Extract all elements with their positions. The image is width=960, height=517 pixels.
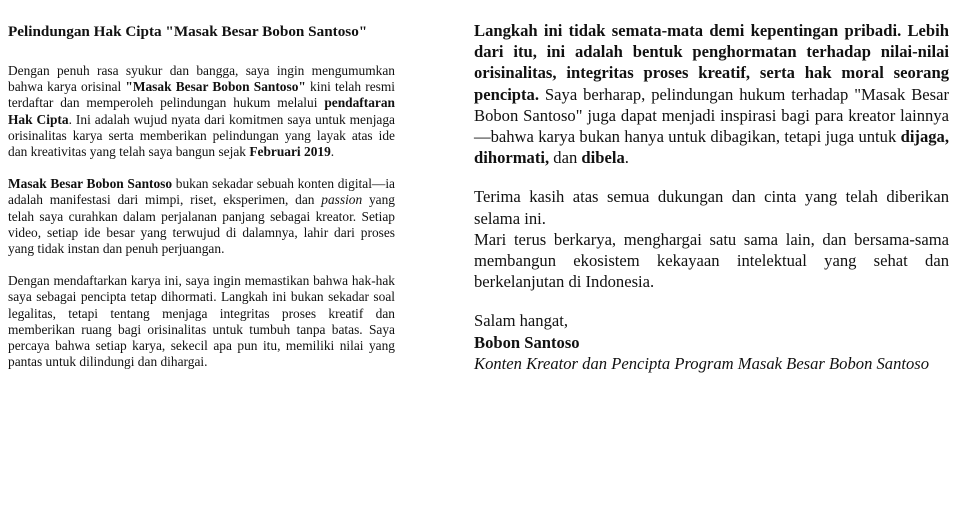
paragraph-invitation: Mari terus berkarya, menghargai satu sama lain, dan bersama-sama membangun ekosistem kekayaan intelektual yang sehat dan berkelanjutan di Indonesia. [474, 229, 949, 292]
paragraph-announcement [8, 63, 395, 160]
bold-program-name: Masak Besar Bobon Santoso [8, 176, 173, 192]
text: bukan sekadar sebuah konten digital—ia adalah manifestasi dari mimpi, riset, eksperimen, dan [8, 176, 395, 208]
right-column [474, 20, 949, 374]
bold-program-name: "Masak Besar Bobon Santoso" [125, 79, 306, 95]
document-title: Pelindungan Hak Cipta "Masak Besar Bobon Santoso" [8, 23, 368, 40]
text: Saya berharap, pelindungan hukum terhadap "Masak Besar Bobon Santoso" juga dapat menjadi inspirasi bagi para kreator lainnya—bahwa karya bukan hanya untuk dibagikan, tetapi juga untuk [474, 84, 949, 147]
italic-passion: passion [321, 192, 363, 208]
signature-block [474, 310, 949, 374]
text: . Ini adalah wujud nyata dari komitmen saya untuk menjaga orisinalitas karya serta memberikan pelindungan yang layak atas ide dan kreativitas yang telah saya bangun sejak [8, 111, 395, 160]
bold-statement: Langkah ini tidak semata-mata demi kepentingan pribadi. Lebih dari itu, ini adalah bentuk penghormatan terhadap nilai-nilai orisinalitas, integritas proses kreatif, serta hak moral seorang pencipta. [474, 21, 949, 104]
left-column [8, 22, 395, 386]
text: dan [549, 148, 582, 168]
signature-name: Bobon Santoso [474, 332, 580, 352]
paragraph-about-program [8, 176, 395, 257]
paragraph-moral-rights [474, 20, 949, 168]
closing-greeting: Salam hangat, [474, 311, 569, 331]
text: . [624, 148, 629, 168]
text: kini telah resmi terdaftar dan memperoleh pelindungan hukum melalui [8, 79, 395, 111]
text: yang telah saya curahkan dalam perjalanan panjang sebagai kreator. Setiap video, setiap ide besar yang terwujud di dalamnya, lahir dari proses yang tidak instan dan penuh perjuangan. [8, 192, 395, 257]
paragraph-registration-purpose: Dengan mendaftarkan karya ini, saya ingin memastikan bahwa hak-hak saya sebagai pencipta tetap dihormati. Langkah ini bukan sekadar soal legalitas, tetapi tentang menjaga integritas proses kreatif dan memberikan ruang bagi orisinalitas untuk tumbuh tanpa batas. Saya percaya bahwa setiap karya, sekecil apa pun itu, memiliki nilai yang pantas untuk dilindungi dan dihargai. [8, 273, 395, 370]
signature-role: Konten Kreator dan Pencipta Program Masak Besar Bobon Santoso [474, 353, 930, 373]
paragraph-thanks: Terima kasih atas semua dukungan dan cinta yang telah diberikan selama ini. [474, 187, 949, 228]
text: Dengan penuh rasa syukur dan bangga, saya ingin mengumumkan bahwa karya orisinal [8, 63, 395, 95]
bold-values: dijaga, dihormati, [474, 127, 949, 168]
bold-date: Februari 2019 [249, 144, 331, 160]
bold-defend: dibela [581, 148, 625, 168]
bold-registration: pendaftaran Hak Cipta [8, 95, 395, 127]
text: . [330, 144, 335, 160]
